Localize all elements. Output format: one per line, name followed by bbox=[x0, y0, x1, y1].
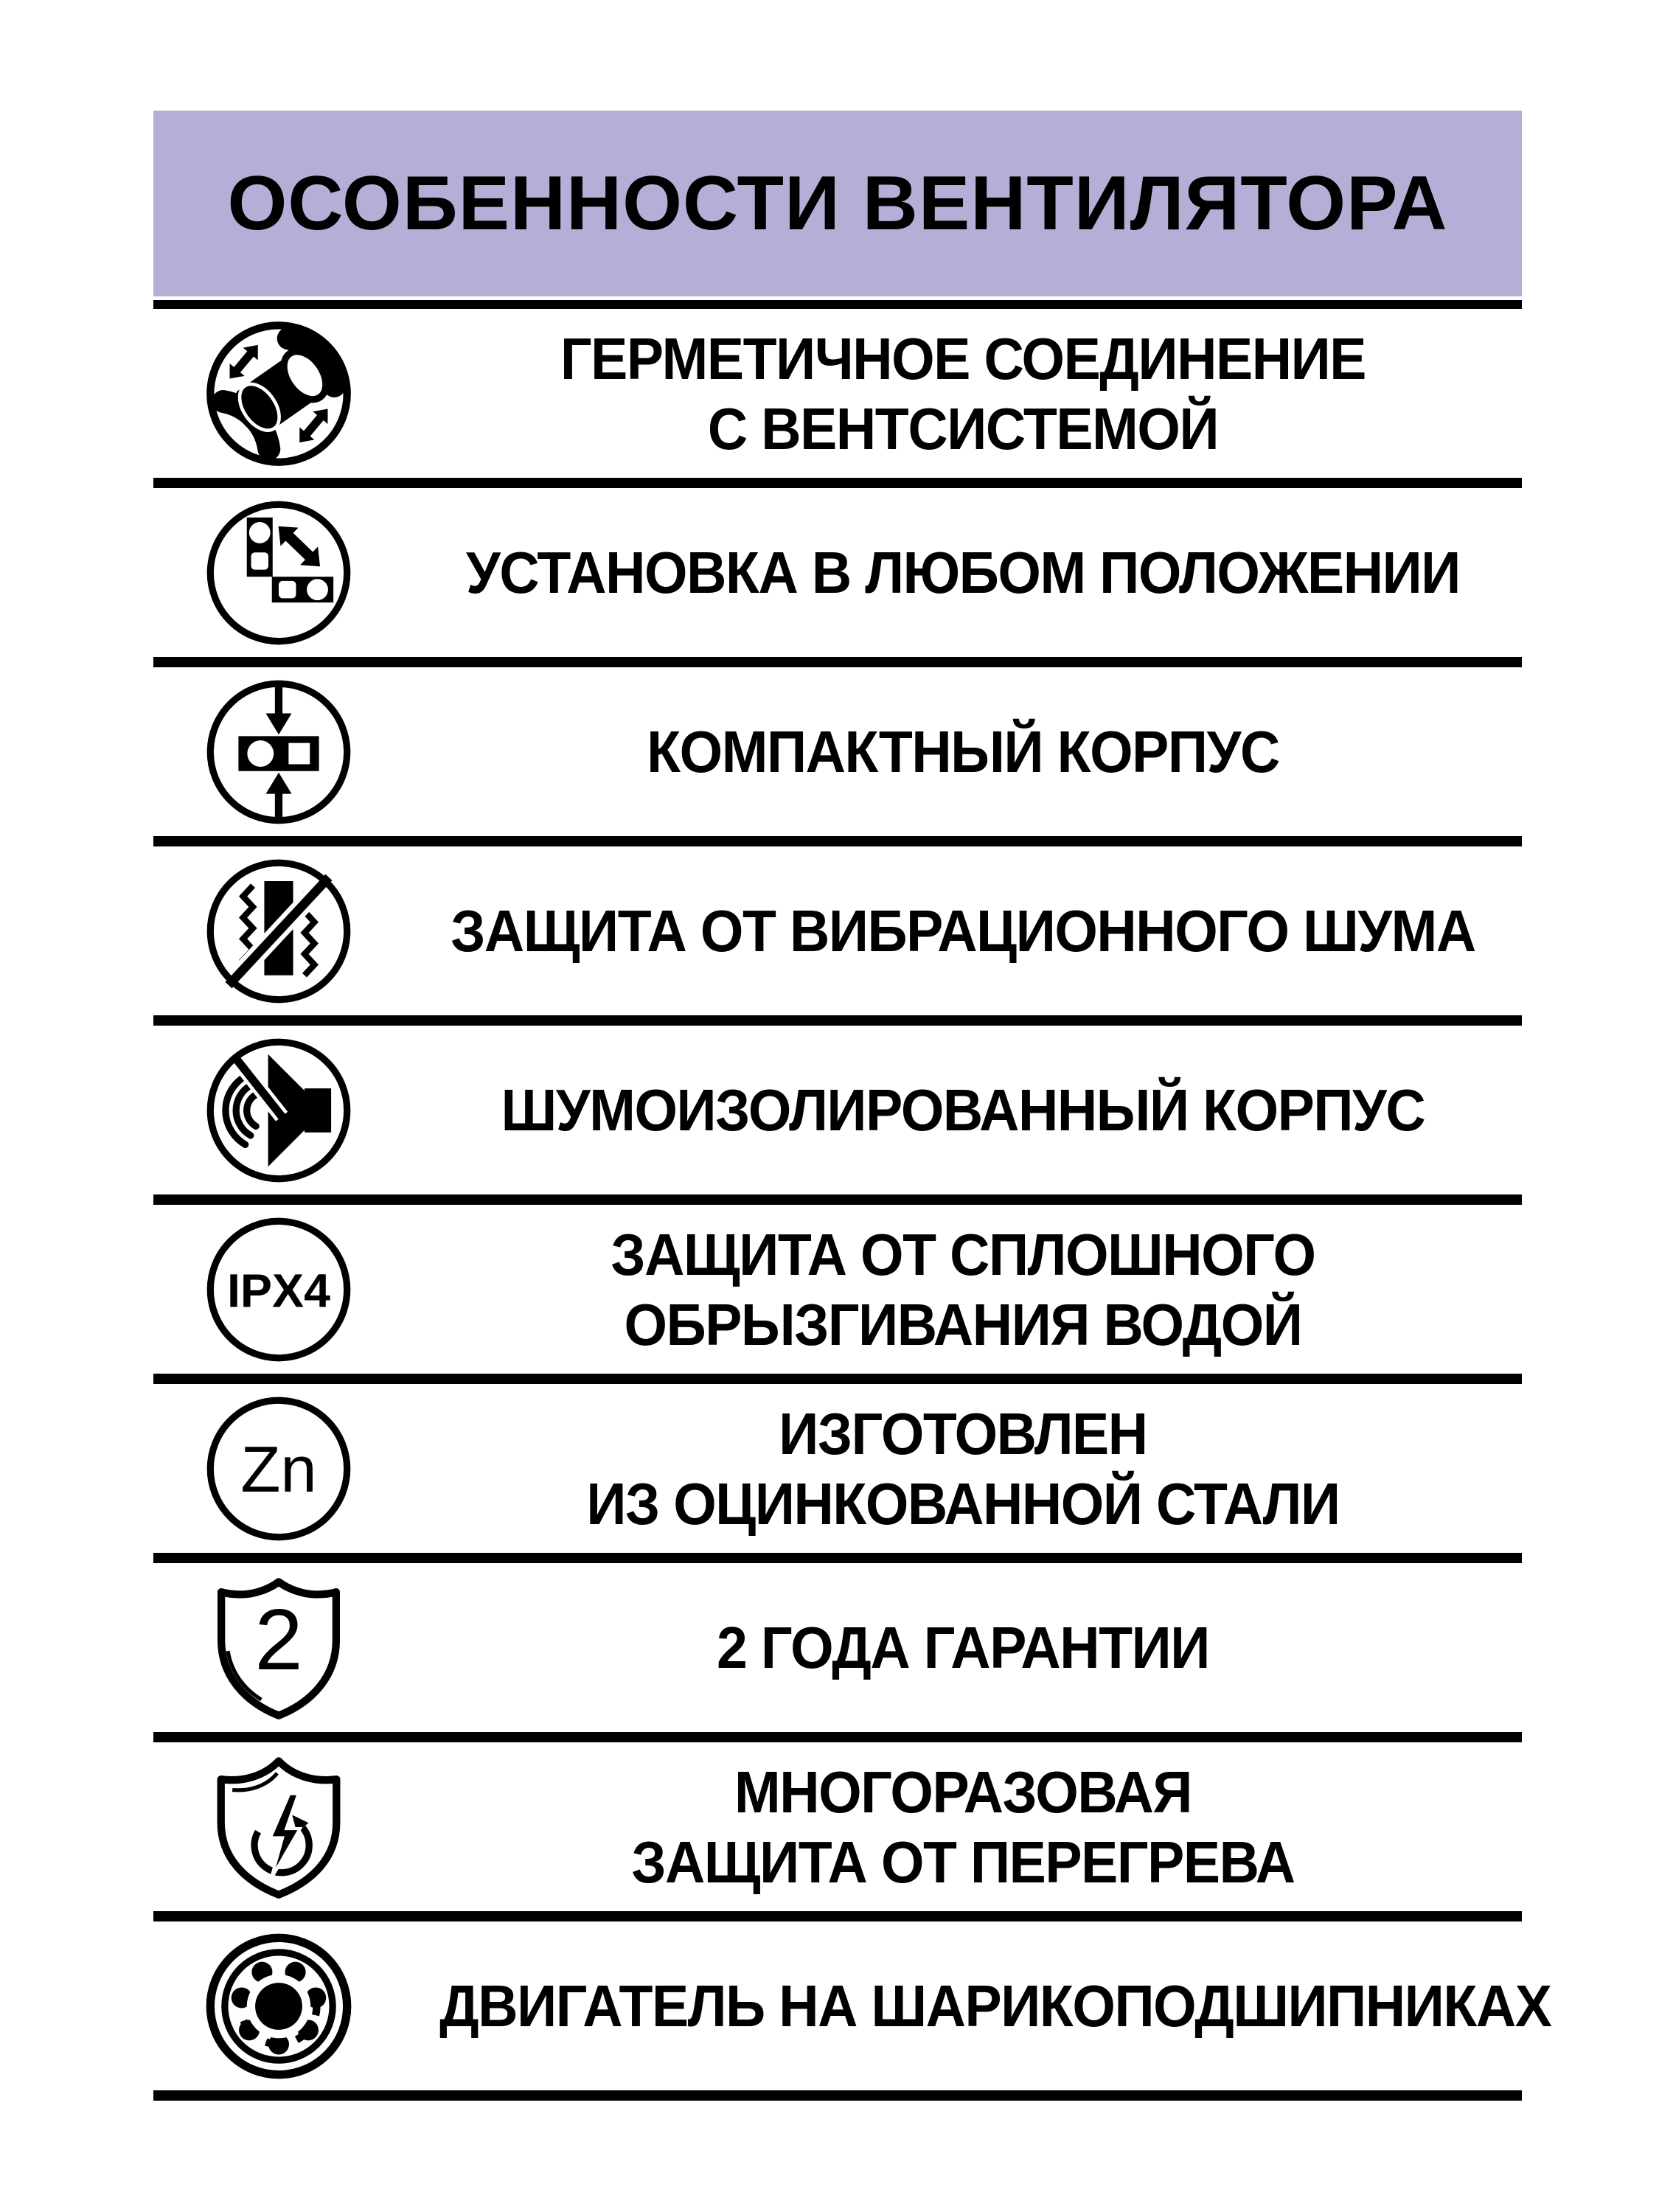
feature-row bbox=[153, 1205, 1522, 1374]
warranty-shield-icon bbox=[203, 1572, 355, 1724]
header bbox=[153, 111, 1522, 296]
feature-row bbox=[153, 1563, 1522, 1732]
ball-bearing-icon bbox=[203, 1930, 355, 2082]
feature-text bbox=[439, 1971, 1551, 2041]
feature-line: ЗАЩИТА ОТ ПЕРЕГРЕВА bbox=[631, 1829, 1295, 1895]
feature-line: 2 ГОДА ГАРАНТИИ bbox=[717, 1615, 1209, 1680]
feature-text bbox=[437, 1220, 1488, 1360]
feature-row bbox=[153, 1742, 1522, 1911]
feature-line: С ВЕНТСИСТЕМОЙ bbox=[707, 395, 1219, 462]
feature-icon-cell bbox=[153, 1214, 404, 1366]
any-position-icon bbox=[203, 497, 355, 649]
compact-body-icon bbox=[203, 676, 355, 828]
row-divider bbox=[153, 1194, 1522, 1205]
feature-line: ИЗ ОЦИНКОВАННОЙ СТАЛИ bbox=[586, 1470, 1340, 1537]
feature-line: ЗАЩИТА ОТ ВИБРАЦИОННОГО ШУМА bbox=[451, 898, 1475, 964]
content-column bbox=[153, 111, 1551, 2101]
feature-line: ДВИГАТЕЛЬ НА ШАРИКОПОДШИПНИКАХ bbox=[439, 1973, 1551, 2039]
row-divider bbox=[153, 2090, 1522, 2101]
feature-icon-cell bbox=[153, 1572, 404, 1724]
icon-label: 2 bbox=[254, 1590, 303, 1688]
feature-icon-cell bbox=[153, 855, 404, 1007]
feature-icon-cell bbox=[153, 1930, 404, 2082]
feature-icon-cell bbox=[153, 1393, 404, 1545]
feature-row bbox=[153, 1026, 1522, 1194]
feature-row bbox=[153, 1384, 1522, 1553]
feature-text bbox=[437, 717, 1488, 787]
feature-icon-cell bbox=[153, 1751, 404, 1903]
feature-text bbox=[437, 896, 1488, 966]
feature-text bbox=[437, 1757, 1488, 1897]
feature-row bbox=[153, 667, 1522, 836]
ipx4-icon bbox=[203, 1214, 355, 1366]
row-divider bbox=[153, 1732, 1522, 1742]
feature-line: КОМПАКТНЫЙ КОРПУС bbox=[647, 719, 1279, 785]
row-divider bbox=[153, 1553, 1522, 1563]
feature-text bbox=[437, 1613, 1488, 1683]
row-divider bbox=[153, 1374, 1522, 1384]
noise-insulated-icon bbox=[203, 1034, 355, 1186]
row-divider bbox=[153, 478, 1522, 488]
row-divider bbox=[153, 1015, 1522, 1026]
duct-connection-icon bbox=[203, 318, 355, 470]
feature-row bbox=[153, 1921, 1551, 2090]
feature-line: МНОГОРАЗОВАЯ bbox=[734, 1759, 1192, 1825]
feature-text bbox=[437, 1399, 1488, 1539]
feature-line: ОБРЫЗГИВАНИЯ ВОДОЙ bbox=[624, 1291, 1302, 1357]
feature-icon-cell bbox=[153, 676, 404, 828]
row-divider bbox=[153, 1911, 1522, 1921]
icon-label: Zn bbox=[240, 1432, 317, 1506]
feature-text bbox=[437, 538, 1488, 608]
feature-line: ЗАЩИТА ОТ СПЛОШНОГО bbox=[611, 1221, 1315, 1287]
page-title: ОСОБЕННОСТИ ВЕНТИЛЯТОРА bbox=[227, 160, 1448, 246]
row-divider bbox=[153, 836, 1522, 846]
feature-row bbox=[153, 309, 1522, 478]
feature-icon-cell bbox=[153, 318, 404, 470]
feature-line: ШУМОИЗОЛИРОВАННЫЙ КОРПУС bbox=[501, 1077, 1425, 1143]
header-divider bbox=[153, 300, 1522, 309]
feature-row bbox=[153, 488, 1522, 657]
zinc-icon bbox=[203, 1393, 355, 1545]
features-list bbox=[153, 309, 1551, 2101]
no-vibration-icon bbox=[203, 855, 355, 1007]
feature-text bbox=[437, 324, 1488, 464]
feature-line: ИЗГОТОВЛЕН bbox=[779, 1400, 1147, 1467]
feature-row bbox=[153, 846, 1522, 1015]
feature-line: УСТАНОВКА В ЛЮБОМ ПОЛОЖЕНИИ bbox=[466, 540, 1460, 605]
row-divider bbox=[153, 657, 1522, 667]
feature-text bbox=[437, 1075, 1488, 1145]
feature-line: ГЕРМЕТИЧНОЕ СОЕДИНЕНИЕ bbox=[560, 325, 1366, 392]
feature-icon-cell bbox=[153, 497, 404, 649]
feature-icon-cell bbox=[153, 1034, 404, 1186]
overheat-protection-icon bbox=[203, 1751, 355, 1903]
icon-label: IPX4 bbox=[226, 1264, 331, 1318]
